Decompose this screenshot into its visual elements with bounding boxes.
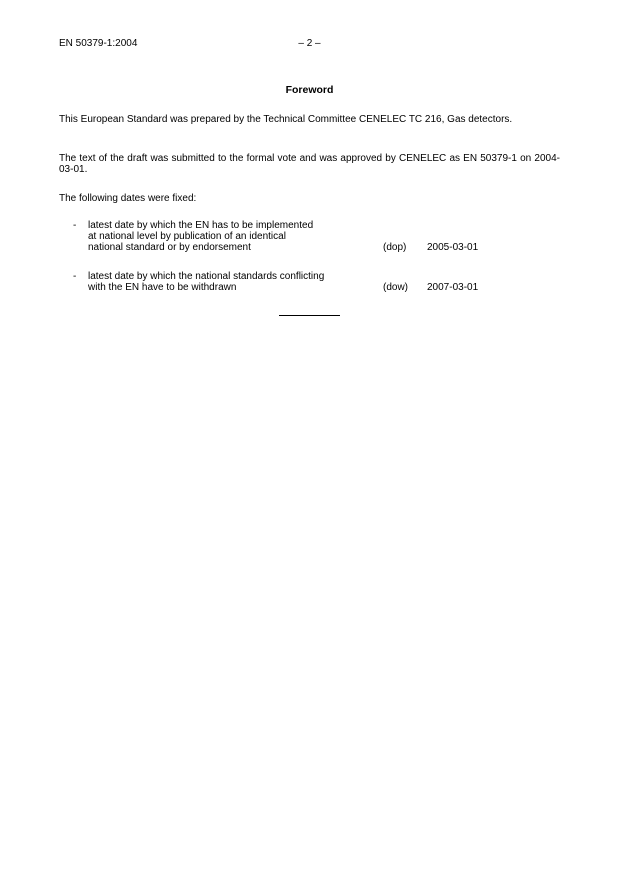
list-bullet: - — [73, 271, 77, 282]
description-line: at national level by publication of an identical — [88, 231, 286, 242]
description-line: with the EN have to be withdrawn — [88, 282, 237, 293]
date-description — [88, 271, 378, 293]
paragraph: This European Standard was prepared by the Technical Committee CENELEC TC 216, Gas detectors. — [59, 114, 513, 125]
date-value: 2007-03-01 — [427, 282, 479, 293]
section-end-rule — [279, 315, 340, 316]
date-code: (dop) — [383, 242, 407, 253]
section-title: Foreword — [285, 84, 334, 96]
description-line: national standard or by endorsement — [88, 242, 251, 253]
description-line: latest date by which the national standards conflicting — [88, 271, 325, 282]
document-id: EN 50379-1:2004 — [59, 38, 138, 49]
paragraph: The following dates were fixed: — [59, 193, 197, 204]
date-description — [88, 220, 378, 253]
list-bullet: - — [73, 220, 77, 231]
description-line: latest date by which the EN has to be implemented — [88, 220, 314, 231]
page-number: – 2 – — [298, 38, 321, 49]
date-code: (dow) — [383, 282, 409, 293]
paragraph: The text of the draft was submitted to the formal vote and was approved by CENELEC as EN 50379-1 on 2004-03-01. — [59, 153, 560, 175]
date-value: 2005-03-01 — [427, 242, 479, 253]
